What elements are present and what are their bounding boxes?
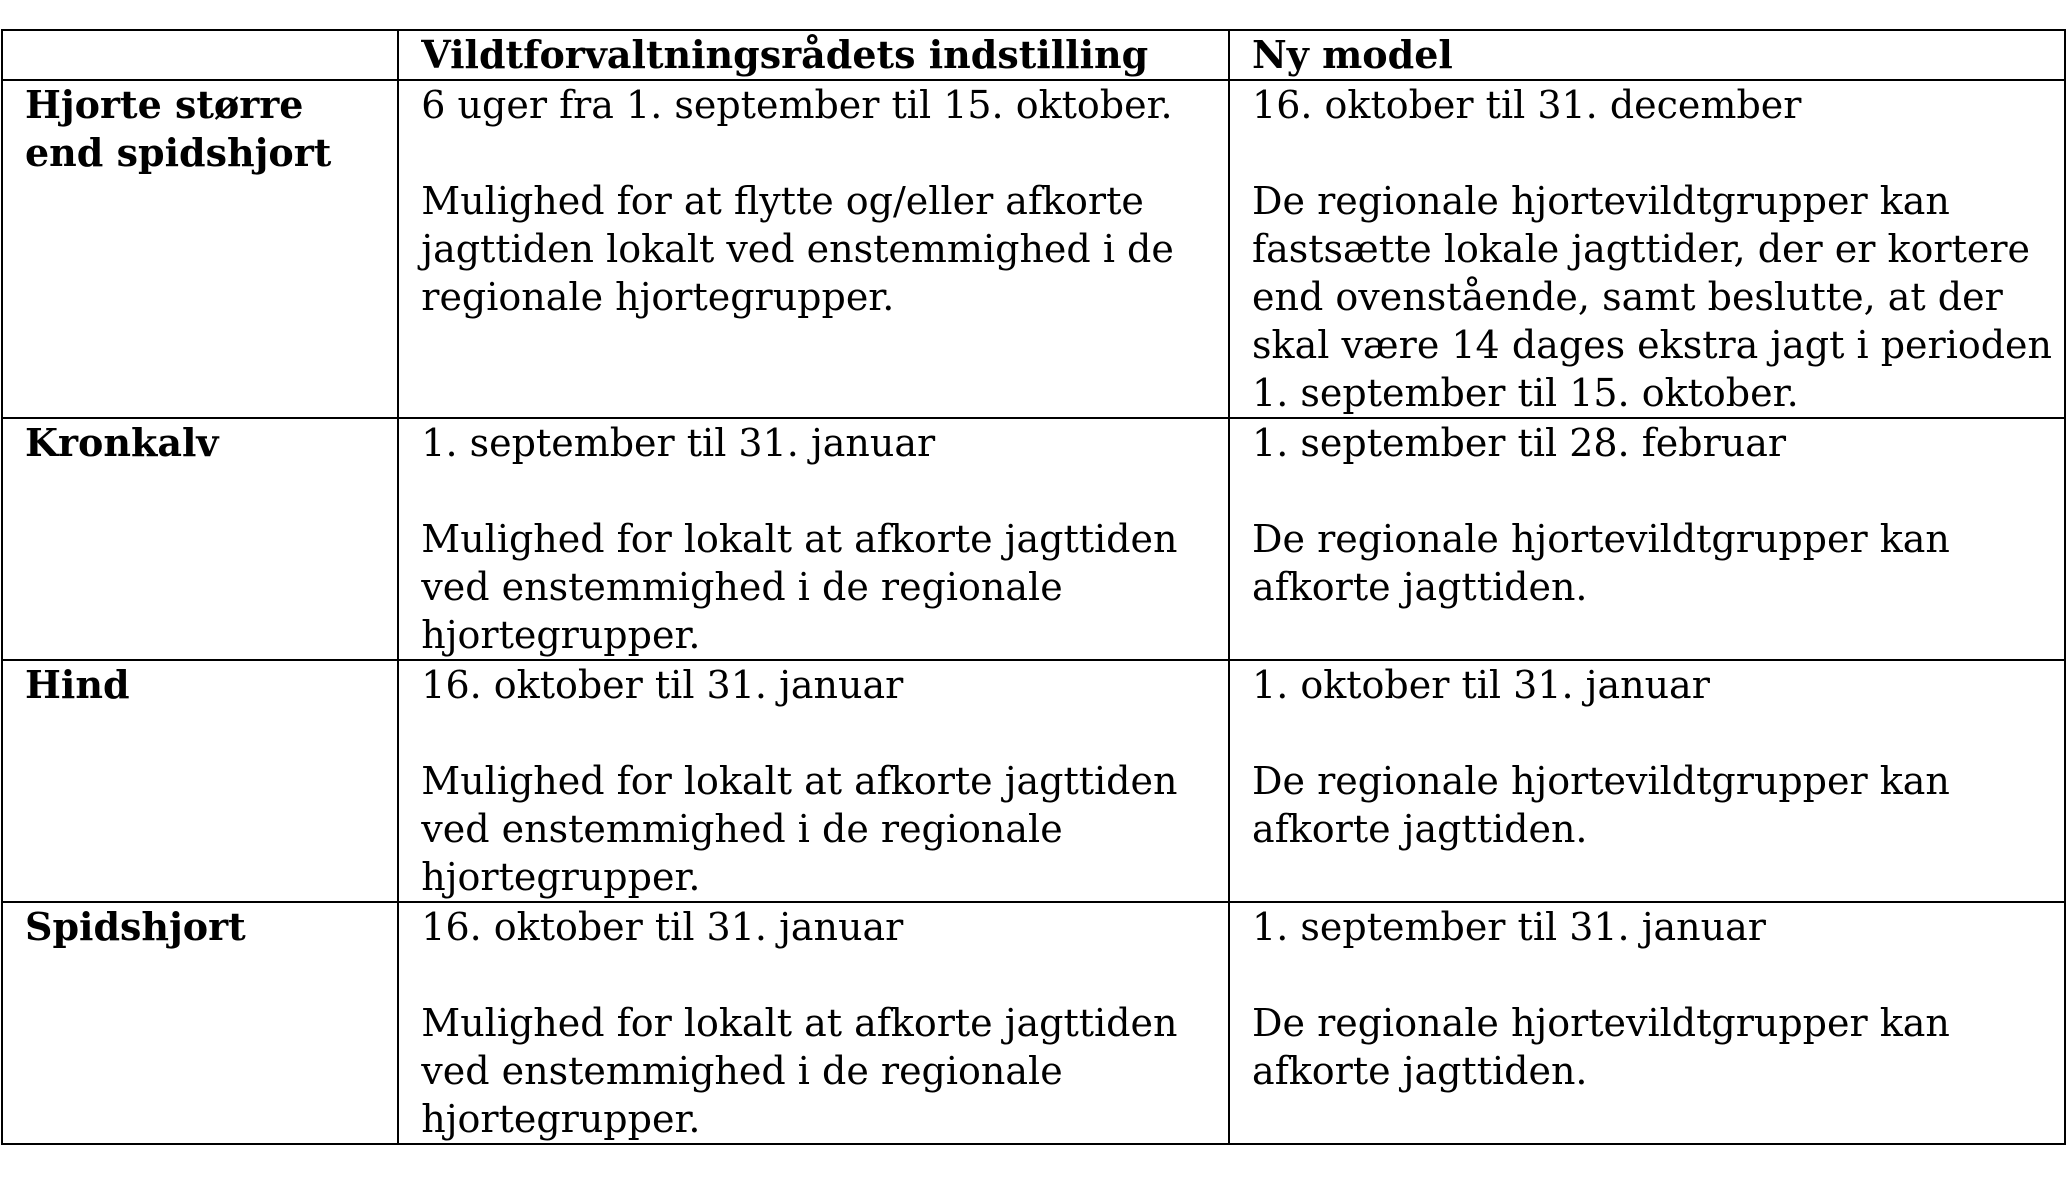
species-cell: [2, 660, 398, 902]
species-cell: [2, 80, 398, 418]
council-cell: [398, 80, 1229, 418]
model-cell: [1229, 418, 2065, 660]
model-note: De regionale hjortevildtgrupper kan afkorte jagttiden.: [1252, 1001, 1950, 1093]
table-header-row: [2, 30, 2065, 80]
council-period: 6 uger fra 1. september til 15. oktober.: [421, 83, 1173, 127]
species-label: Hjorte større end spidshjort: [25, 82, 332, 175]
model-note: De regionale hjortevildtgrupper kan fastsætte lokale jagttider, der er kortere end ovenstående, samt beslutte, at der skal være 14 dages ekstra jagt i perioden 1. september til 15. oktober.: [1252, 179, 2053, 415]
header-council-recommendation: Vildtforvaltningsrådets indstilling: [398, 30, 1229, 80]
model-period: 1. september til 31. januar: [1252, 905, 1766, 949]
model-note: De regionale hjortevildtgrupper kan afkorte jagttiden.: [1252, 759, 1950, 851]
header-species-cell: [2, 30, 398, 80]
species-label: Spidshjort: [25, 904, 246, 949]
model-cell: [1229, 660, 2065, 902]
species-cell: [2, 418, 398, 660]
model-cell: [1229, 902, 2065, 1144]
council-cell: [398, 902, 1229, 1144]
council-note: Mulighed for lokalt at afkorte jagttiden ved enstemmighed i de regionale hjortegrupper.: [421, 1001, 1178, 1141]
model-period: 16. oktober til 31. december: [1252, 83, 1802, 127]
model-note: De regionale hjortevildtgrupper kan afkorte jagttiden.: [1252, 517, 1950, 609]
model-cell: [1229, 80, 2065, 418]
council-period: 1. september til 31. januar: [421, 421, 936, 465]
council-cell: [398, 418, 1229, 660]
header-new-model: Ny model: [1229, 30, 2065, 80]
table-row: [2, 660, 2065, 902]
council-note: Mulighed for at flytte og/eller afkorte jagttiden lokalt ved enstemmighed i de regionale hjortegrupper.: [421, 179, 1174, 319]
table-row: [2, 902, 2065, 1144]
species-label: Hind: [25, 662, 130, 707]
council-cell: [398, 660, 1229, 902]
hunting-season-table: [1, 29, 2066, 1145]
council-note: Mulighed for lokalt at afkorte jagttiden ved enstemmighed i de regionale hjortegrupper.: [421, 517, 1178, 657]
model-period: 1. september til 28. februar: [1252, 421, 1787, 465]
species-label: Kronkalv: [25, 420, 219, 465]
table-row: [2, 80, 2065, 418]
model-period: 1. oktober til 31. januar: [1252, 663, 1710, 707]
table-row: [2, 418, 2065, 660]
council-period: 16. oktober til 31. januar: [421, 905, 904, 949]
council-note: Mulighed for lokalt at afkorte jagttiden ved enstemmighed i de regionale hjortegrupper.: [421, 759, 1178, 899]
council-period: 16. oktober til 31. januar: [421, 663, 904, 707]
species-cell: [2, 902, 398, 1144]
